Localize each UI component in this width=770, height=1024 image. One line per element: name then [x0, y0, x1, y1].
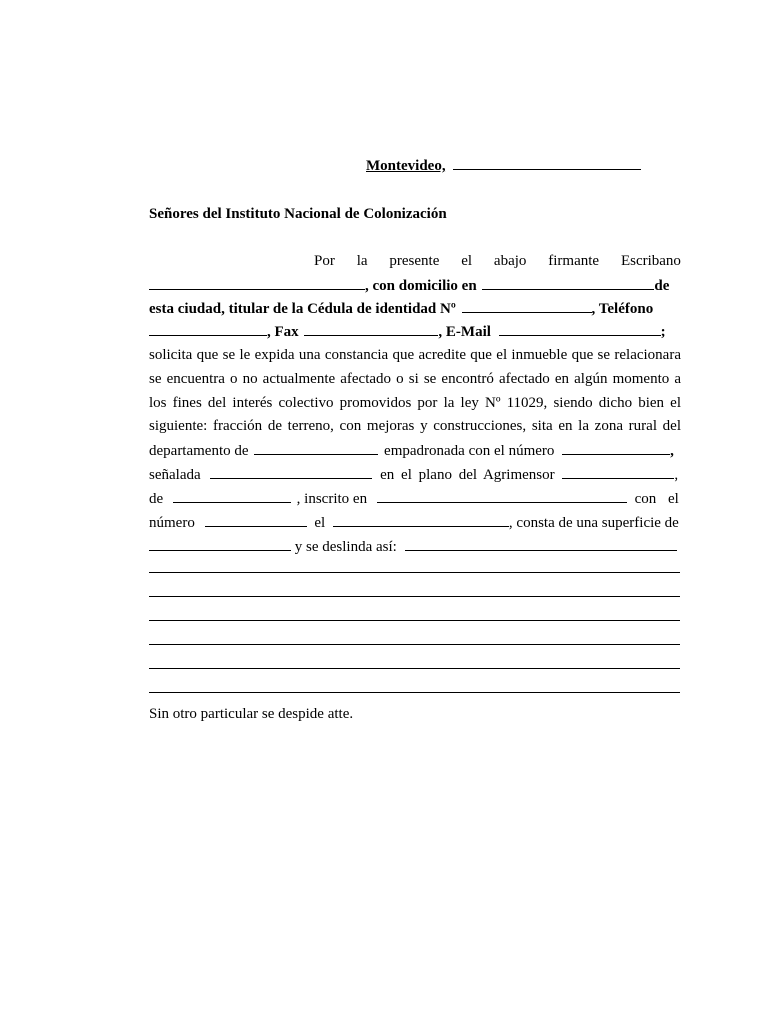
deslinde-line[interactable] — [149, 596, 680, 597]
deslinde-line[interactable] — [149, 620, 680, 621]
paragraph-line-9 — [149, 440, 681, 462]
telefono-blank[interactable] — [149, 321, 267, 336]
escribano-name-blank[interactable] — [149, 275, 365, 290]
deslinde-line[interactable] — [149, 572, 680, 573]
comma: , — [670, 443, 674, 459]
deslinde-line[interactable] — [149, 668, 680, 669]
de-label: de — [149, 491, 164, 507]
agrimensor-label: en el plano del Agrimensor — [380, 467, 555, 483]
paragraph-line-7: los fines del interés colectivo promovidos por la ley Nº 11029, siendo dicho bien el — [149, 395, 681, 411]
departamento-label: departamento de — [149, 443, 249, 459]
paragraph-line-12 — [149, 512, 681, 534]
fecha-plano-blank[interactable] — [173, 488, 291, 503]
paragraph-line-13 — [149, 536, 681, 558]
word: firmante — [548, 253, 600, 269]
inscrito-label: , inscrito en — [296, 491, 368, 507]
word: Por — [314, 253, 335, 269]
paragraph-line-11 — [149, 488, 681, 510]
word: el — [461, 253, 473, 269]
paragraph-line-1 — [314, 251, 681, 273]
comma: , — [674, 467, 679, 483]
closing: Sin otro particular se despide atte. — [149, 706, 354, 722]
numero-label: número — [149, 515, 195, 531]
paragraph-line-5: solicita que se le expida una constancia que acredite que el inmueble que se relacionara — [149, 347, 681, 363]
deslinde-line[interactable] — [149, 644, 680, 645]
senalada-label: señalada — [149, 467, 201, 483]
header-place-date — [366, 155, 646, 177]
domicilio-label: , con domicilio en — [365, 278, 477, 294]
agrimensor-blank[interactable] — [562, 464, 674, 479]
con-el-label: con el — [634, 491, 679, 507]
word: Escribano — [620, 253, 681, 269]
paragraph-line-10 — [149, 464, 681, 486]
superficie-blank[interactable] — [149, 536, 291, 551]
de-label: de — [654, 278, 670, 294]
email-blank[interactable] — [499, 321, 661, 336]
inscrito-blank[interactable] — [377, 488, 627, 503]
word: presente — [389, 253, 440, 269]
domicilio-blank[interactable] — [482, 275, 654, 290]
paragraph-line-3 — [149, 298, 681, 320]
cedula-blank[interactable] — [462, 298, 592, 313]
fax-blank[interactable] — [304, 321, 438, 336]
header-place: Montevideo, — [366, 158, 446, 174]
fecha-inscripcion-blank[interactable] — [333, 512, 509, 527]
cedula-label: esta ciudad, titular de la Cédula de identidad Nº — [149, 301, 456, 317]
numero-blank[interactable] — [205, 512, 307, 527]
telefono-label: , Teléfono — [591, 301, 654, 317]
date-blank[interactable] — [453, 155, 641, 170]
fax-label: , Fax — [267, 324, 299, 340]
salutation: Señores del Instituto Nacional de Colonización — [149, 206, 447, 222]
senalada-blank[interactable] — [210, 464, 372, 479]
paragraph-line-2 — [149, 275, 681, 297]
superficie-label: , consta de una superficie de — [508, 515, 679, 531]
semicolon: ; — [660, 324, 666, 340]
el-label: el — [314, 515, 326, 531]
email-label: , E-Mail — [438, 324, 491, 340]
paragraph-line-4 — [149, 321, 681, 343]
padron-blank[interactable] — [562, 440, 670, 455]
deslinde-line[interactable] — [149, 692, 680, 693]
paragraph-line-8: siguiente: fracción de terreno, con mejoras y construcciones, sita en la zona rural del — [149, 418, 681, 434]
word: la — [356, 253, 368, 269]
paragraph-line-6: se encuentra o no actualmente afectado o si se encontró afectado en algún momento a — [149, 371, 681, 387]
deslinde-blank[interactable] — [405, 536, 677, 551]
padron-label: empadronada con el número — [384, 443, 555, 459]
deslinda-label: y se deslinda así: — [294, 539, 397, 555]
word: abajo — [493, 253, 527, 269]
departamento-blank[interactable] — [254, 440, 378, 455]
